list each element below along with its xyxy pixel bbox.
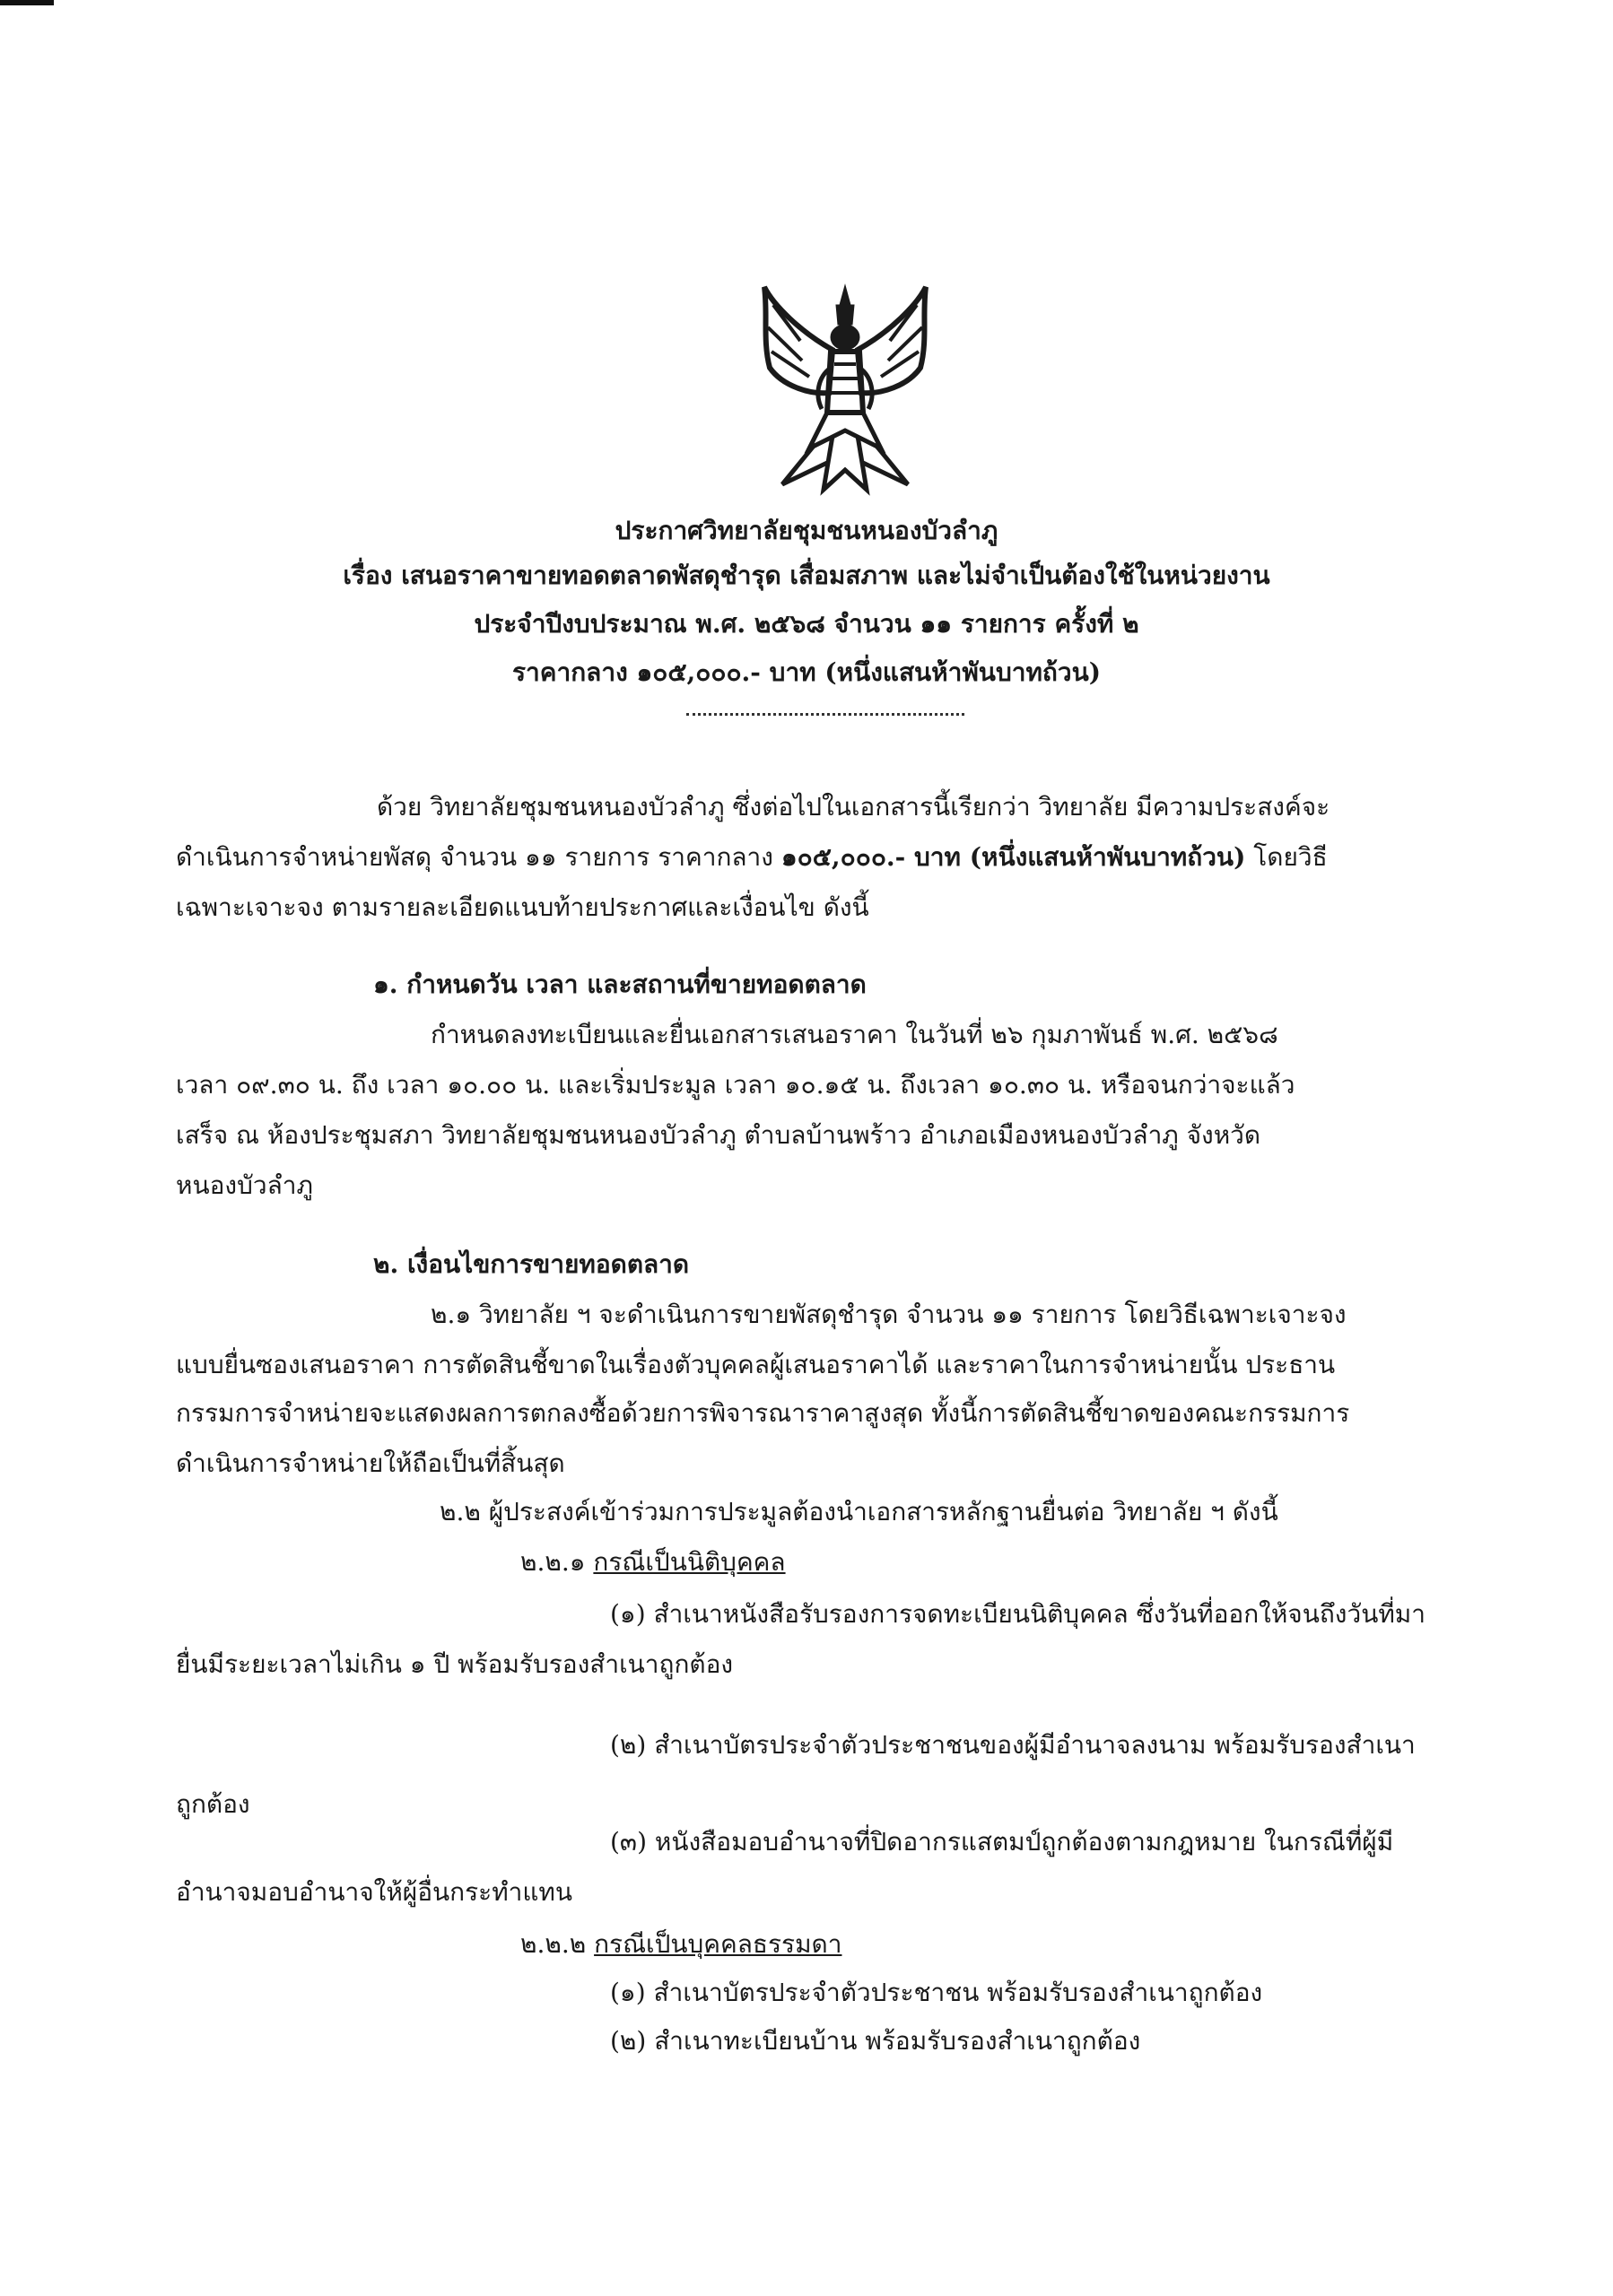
juristic-item-3-line-1: (๓) หนังสือมอบอำนาจที่ปิดอากรแสตมป์ถูกต้องตามกฎหมาย ในกรณีที่ผู้มี bbox=[610, 1827, 1394, 1857]
section-2-1-line-2: แบบยื่นซองเสนอราคา การตัดสินชี้ขาดในเรื่องตัวบุคคลผู้เสนอราคาได้ และราคาในการจำหน่ายนั้น ประธาน bbox=[176, 1350, 1336, 1379]
scan-edge-mark bbox=[0, 0, 54, 5]
section-2-heading: ๒. เงื่อนไขการขายทอดตลาด bbox=[373, 1249, 690, 1279]
juristic-item-2-line-1: (๒) สำเนาบัตรประจำตัวประชาชนของผู้มีอำนาจลงนาม พร้อมรับรองสำเนา bbox=[610, 1730, 1416, 1760]
section-2-1-line-1: ๒.๑ วิทยาลัย ฯ จะดำเนินการขายพัสดุชำรุด จำนวน ๑๑ รายการ โดยวิธีเฉพาะเจาะจง bbox=[431, 1300, 1347, 1329]
section-2-2-2-heading: ๒.๒.๒ กรณีเป็นบุคคลธรรมดา bbox=[520, 1929, 842, 1959]
intro-line-1: ด้วย วิทยาลัยชุมชนหนองบัวลำภู ซึ่งต่อไปในเอกสารนี้เรียกว่า วิทยาลัย มีความประสงค์จะ bbox=[377, 792, 1330, 822]
section-1-line-4: หนองบัวลำภู bbox=[176, 1170, 313, 1200]
announcement-subject: เรื่อง เสนอราคาขายทอดตลาดพัสดุชำรุด เสื่อมสภาพ และไม่จำเป็นต้องใช้ในหน่วยงาน bbox=[343, 561, 1270, 590]
juristic-item-3-line-2: อำนาจมอบอำนาจให้ผู้อื่นกระทำแทน bbox=[176, 1877, 573, 1907]
intro-line-2: ดำเนินการจำหน่ายพัสดุ จำนวน ๑๑ รายการ ราคากลาง ๑๐๕,๐๐๐.- บาท (หนึ่งแสนห้าพันบาทถ้วน) โดยวิธี bbox=[176, 842, 1328, 872]
natural-item-1: (๑) สำเนาบัตรประจำตัวประชาชน พร้อมรับรองสำเนาถูกต้อง bbox=[610, 1978, 1263, 2007]
juristic-item-1-line-1: (๑) สำเนาหนังสือรับรองการจดทะเบียนนิติบุคคล ซึ่งวันที่ออกให้จนถึงวันที่มา bbox=[610, 1599, 1426, 1629]
section-1-line-2: เวลา ๐๙.๓๐ น. ถึง เวลา ๑๐.๐๐ น. และเริ่มประมูล เวลา ๑๐.๑๕ น. ถึงเวลา ๑๐.๓๐ น. หรือจนกว่าจะแล้ว bbox=[176, 1070, 1295, 1100]
title-separator bbox=[686, 713, 964, 716]
natural-person-title: กรณีเป็นบุคคลธรรมดา bbox=[594, 1929, 842, 1959]
announcement-fiscal-year: ประจำปีงบประมาณ พ.ศ. ๒๕๖๘ จำนวน ๑๑ รายการ ครั้งที่ ๒ bbox=[474, 609, 1139, 639]
section-1-heading: ๑. กำหนดวัน เวลา และสถานที่ขายทอดตลาด bbox=[373, 970, 867, 999]
announcement-title: ประกาศวิทยาลัยชุมชนหนองบัวลำภู bbox=[615, 516, 998, 545]
intro-line-3: เฉพาะเจาะจง ตามรายละเอียดแนบท้ายประกาศและเงื่อนไข ดังนี้ bbox=[176, 892, 869, 922]
section-2-1-line-4: ดำเนินการจำหน่ายให้ถือเป็นที่สิ้นสุด bbox=[176, 1448, 565, 1478]
intro-price-bold: ๑๐๕,๐๐๐.- บาท (หนึ่งแสนห้าพันบาทถ้วน) bbox=[780, 842, 1246, 872]
announcement-reference-price: ราคากลาง ๑๐๕,๐๐๐.- บาท (หนึ่งแสนห้าพันบาทถ้วน) bbox=[512, 657, 1101, 687]
garuda-emblem-icon bbox=[746, 278, 944, 502]
section-1-line-1: กำหนดลงทะเบียนและยื่นเอกสารเสนอราคา ในวันที่ ๒๖ กุมภาพันธ์ พ.ศ. ๒๕๖๘ bbox=[431, 1020, 1278, 1049]
section-1-line-3: เสร็จ ณ ห้องประชุมสภา วิทยาลัยชุมชนหนองบัวลำภู ตำบลบ้านพร้าว อำเภอเมืองหนองบัวลำภู จังหวัด bbox=[176, 1120, 1261, 1150]
section-2-2: ๒.๒ ผู้ประสงค์เข้าร่วมการประมูลต้องนำเอกสารหลักฐานยื่นต่อ วิทยาลัย ฯ ดังนี้ bbox=[440, 1497, 1278, 1526]
juristic-item-2-line-2: ถูกต้อง bbox=[176, 1789, 250, 1819]
section-2-1-line-3: กรรมการจำหน่ายจะแสดงผลการตกลงซื้อด้วยการพิจารณาราคาสูงสุด ทั้งนี้การตัดสินชี้ขาดของคณะกรรมการ bbox=[176, 1398, 1350, 1428]
section-2-2-1-heading: ๒.๒.๑ กรณีเป็นนิติบุคคล bbox=[520, 1547, 786, 1577]
juristic-item-1-line-2: ยื่นมีระยะเวลาไม่เกิน ๑ ปี พร้อมรับรองสำเนาถูกต้อง bbox=[176, 1649, 734, 1679]
natural-item-2: (๒) สำเนาทะเบียนบ้าน พร้อมรับรองสำเนาถูกต้อง bbox=[610, 2026, 1141, 2056]
juristic-person-title: กรณีเป็นนิติบุคคล bbox=[593, 1547, 786, 1577]
